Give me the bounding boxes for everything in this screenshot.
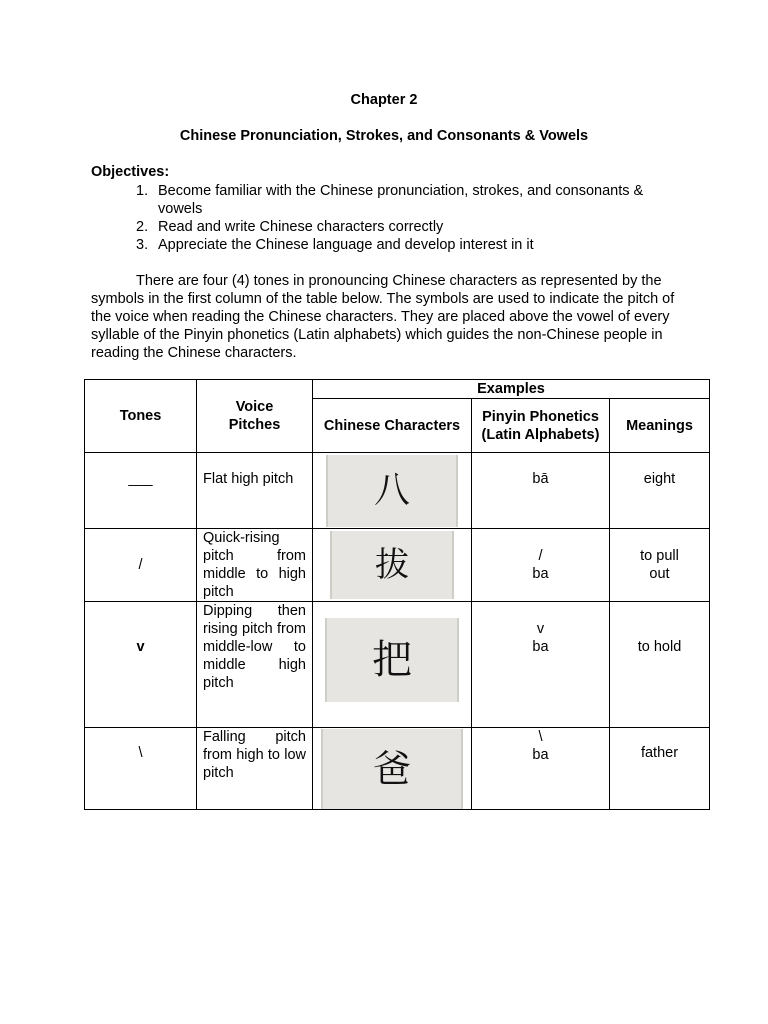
header-chinese-characters: Chinese Characters	[313, 399, 472, 453]
voice-pitch: Dipping then rising pitch from middle-low to middle high pitch	[197, 602, 313, 728]
objective-number: 1.	[136, 183, 149, 199]
pinyin-tone-mark: \	[538, 729, 543, 745]
chinese-character-image: 拔	[330, 531, 454, 599]
pinyin-tone-mark: /	[538, 548, 543, 564]
chinese-character-image: 八	[326, 455, 458, 527]
objectives-list	[91, 182, 691, 254]
chinese-character-image: 爸	[321, 729, 463, 809]
chinese-character-cell	[313, 529, 472, 602]
pinyin-cell	[472, 602, 610, 728]
objective-number: 2.	[136, 219, 149, 235]
objective-item	[91, 236, 691, 254]
objective-number: 3.	[136, 237, 149, 253]
objective-text: Read and write Chinese characters correctly	[158, 219, 444, 235]
table-row	[85, 602, 710, 728]
chinese-character-cell	[313, 453, 472, 529]
header-examples: Examples	[313, 380, 710, 399]
meaning-cell: to pull out	[610, 529, 710, 602]
pinyin-cell	[472, 728, 610, 810]
header-tones: Tones	[85, 380, 197, 453]
tone-symbol: \	[85, 728, 197, 810]
document-title: Chinese Pronunciation, Strokes, and Consonants & Vowels	[179, 128, 589, 144]
header-voice-pitches: Voice Pitches	[197, 380, 313, 453]
objectives-heading: Objectives:	[91, 164, 170, 180]
meaning-cell: eight	[610, 453, 710, 529]
pinyin-cell	[472, 453, 610, 529]
header-pinyin: Pinyin Phonetics (Latin Alphabets)	[472, 399, 610, 453]
table-row	[85, 529, 710, 602]
voice-pitch: Falling pitch from high to low pitch	[197, 728, 313, 810]
voice-pitch: Flat high pitch	[197, 453, 313, 529]
chinese-character-image: 把	[325, 618, 459, 702]
header-meanings: Meanings	[610, 399, 710, 453]
chinese-character-cell	[313, 728, 472, 810]
objective-item	[91, 182, 691, 218]
objective-text: Appreciate the Chinese language and develop interest in it	[158, 237, 534, 253]
pinyin-text: bā	[532, 471, 549, 487]
objective-text: Become familiar with the Chinese pronunciation, strokes, and consonants & vowels	[158, 183, 644, 217]
table-row	[85, 728, 710, 810]
chinese-character-cell	[313, 602, 472, 728]
pinyin-cell	[472, 529, 610, 602]
pinyin-text: ba	[532, 639, 549, 655]
pinyin-text: ba	[532, 747, 549, 763]
voice-pitch: Quick-rising pitch from middle to high pitch	[197, 529, 313, 602]
intro-paragraph: There are four (4) tones in pronouncing Chinese characters as represented by the symbols in the first column of the table below. The symbols are used to indicate the pitch of the voice when reading the Chinese characters. They are placed above the vowel of every syllable of the Pinyin phonetics (Latin alphabets) which guides the non-Chinese people in reading the Chinese characters.	[91, 273, 675, 361]
tone-symbol: /	[85, 529, 197, 602]
chapter-heading: Chapter 2	[350, 92, 418, 108]
tones-table	[84, 379, 710, 810]
tone-symbol: v	[85, 602, 197, 728]
meaning-cell: father	[610, 728, 710, 810]
objective-item	[91, 218, 691, 236]
pinyin-text: ba	[532, 566, 549, 582]
meaning-cell: to hold	[610, 602, 710, 728]
table-row	[85, 453, 710, 529]
pinyin-tone-mark: v	[536, 621, 545, 637]
tone-symbol: ___	[85, 453, 197, 529]
